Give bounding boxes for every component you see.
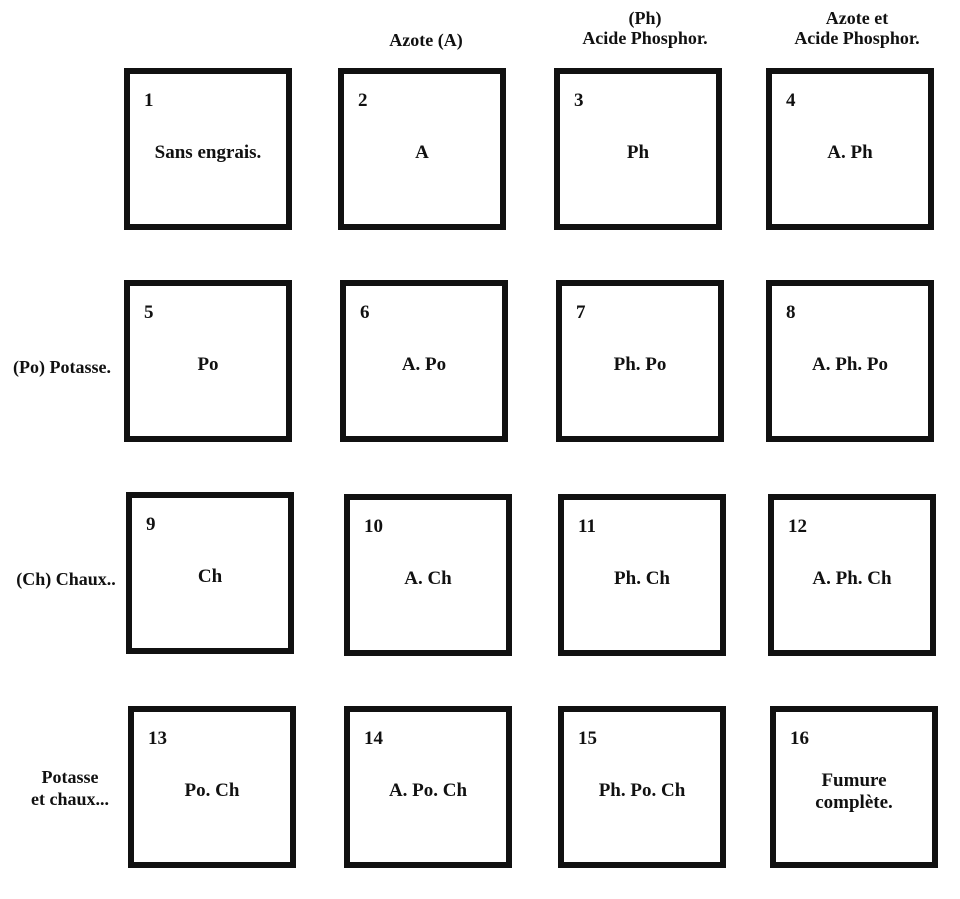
cell-content-line: Po. Ch <box>184 780 240 801</box>
cell-content-line: A <box>415 142 429 163</box>
plot-cell <box>124 68 292 230</box>
plot-cell <box>554 68 722 230</box>
cell-content <box>772 354 928 376</box>
column-header-line: Azote et <box>825 8 889 28</box>
row-label-line: (Po) Potasse. <box>13 357 111 377</box>
row-label-potasse-et-chaux <box>18 766 122 810</box>
cell-content-line: A. Po. Ch <box>388 780 468 801</box>
cell-content-line: A. Ch <box>404 568 452 589</box>
cell-content-line: Ph. Ch <box>614 568 670 589</box>
column-header-azote-et-acide <box>752 8 960 48</box>
cell-content <box>134 780 290 802</box>
cell-number: 3 <box>574 90 584 111</box>
row-label-chaux <box>10 568 122 590</box>
plot-cell <box>558 494 726 656</box>
cell-content <box>350 568 506 590</box>
cell-content-line: A. Ph. Po <box>812 354 888 375</box>
cell-content <box>344 142 500 164</box>
row-label-potasse <box>4 356 120 378</box>
cell-content-line: Ph. Po <box>613 354 667 375</box>
plot-cell <box>344 494 512 656</box>
cell-content <box>776 770 932 814</box>
plot-cell <box>768 494 936 656</box>
cell-content <box>130 142 286 164</box>
cell-number: 13 <box>148 728 167 749</box>
cell-number: 14 <box>364 728 383 749</box>
cell-content-line: A. Ph. Ch <box>812 568 892 589</box>
cell-number: 11 <box>578 516 596 537</box>
cell-content <box>346 354 502 376</box>
plot-cell <box>124 280 292 442</box>
column-header-line: (Ph) <box>628 8 662 28</box>
cell-number: 5 <box>144 302 154 323</box>
cell-content <box>560 142 716 164</box>
cell-number: 7 <box>576 302 586 323</box>
cell-number: 4 <box>786 90 796 111</box>
plot-cell <box>770 706 938 868</box>
cell-content <box>350 780 506 802</box>
cell-content <box>564 568 720 590</box>
cell-number: 9 <box>146 514 156 535</box>
cell-number: 12 <box>788 516 807 537</box>
cell-number: 1 <box>144 90 154 111</box>
cell-content <box>132 566 288 588</box>
cell-content-line: Ph. Po. Ch <box>598 780 686 801</box>
cell-number: 15 <box>578 728 597 749</box>
column-header-azote <box>338 30 514 50</box>
column-header-acide-phosphor <box>540 8 750 48</box>
row-label-line: et chaux... <box>31 789 109 809</box>
plot-cell <box>338 68 506 230</box>
cell-content-line: A. Po <box>401 354 447 375</box>
cell-content-line: Ph <box>626 142 650 163</box>
cell-content-line: complète. <box>815 792 893 813</box>
cell-content-line: Sans engrais. <box>154 142 262 163</box>
cell-content <box>130 354 286 376</box>
cell-number: 16 <box>790 728 809 749</box>
row-label-line: Potasse <box>41 767 99 787</box>
cell-number: 8 <box>786 302 796 323</box>
cell-content <box>772 142 928 164</box>
plot-cell <box>556 280 724 442</box>
column-header-line: Azote (A) <box>389 30 463 50</box>
cell-number: 6 <box>360 302 370 323</box>
cell-content-line: A. Ph <box>827 142 873 163</box>
plot-cell <box>126 492 294 654</box>
row-label-line: (Ch) Chaux.. <box>16 569 116 589</box>
cell-content <box>774 568 930 590</box>
cell-content-line: Fumure <box>821 770 887 791</box>
plot-cell <box>766 68 934 230</box>
plot-cell <box>128 706 296 868</box>
column-header-line: Acide Phosphor. <box>794 28 920 48</box>
plot-cell <box>340 280 508 442</box>
cell-content <box>562 354 718 376</box>
cell-number: 10 <box>364 516 383 537</box>
cell-content <box>564 780 720 802</box>
column-header-line: Acide Phosphor. <box>582 28 708 48</box>
plot-cell <box>558 706 726 868</box>
plot-cell <box>766 280 934 442</box>
cell-content-line: Po <box>197 354 219 375</box>
cell-number: 2 <box>358 90 368 111</box>
plot-cell <box>344 706 512 868</box>
cell-content-line: Ch <box>197 566 223 587</box>
